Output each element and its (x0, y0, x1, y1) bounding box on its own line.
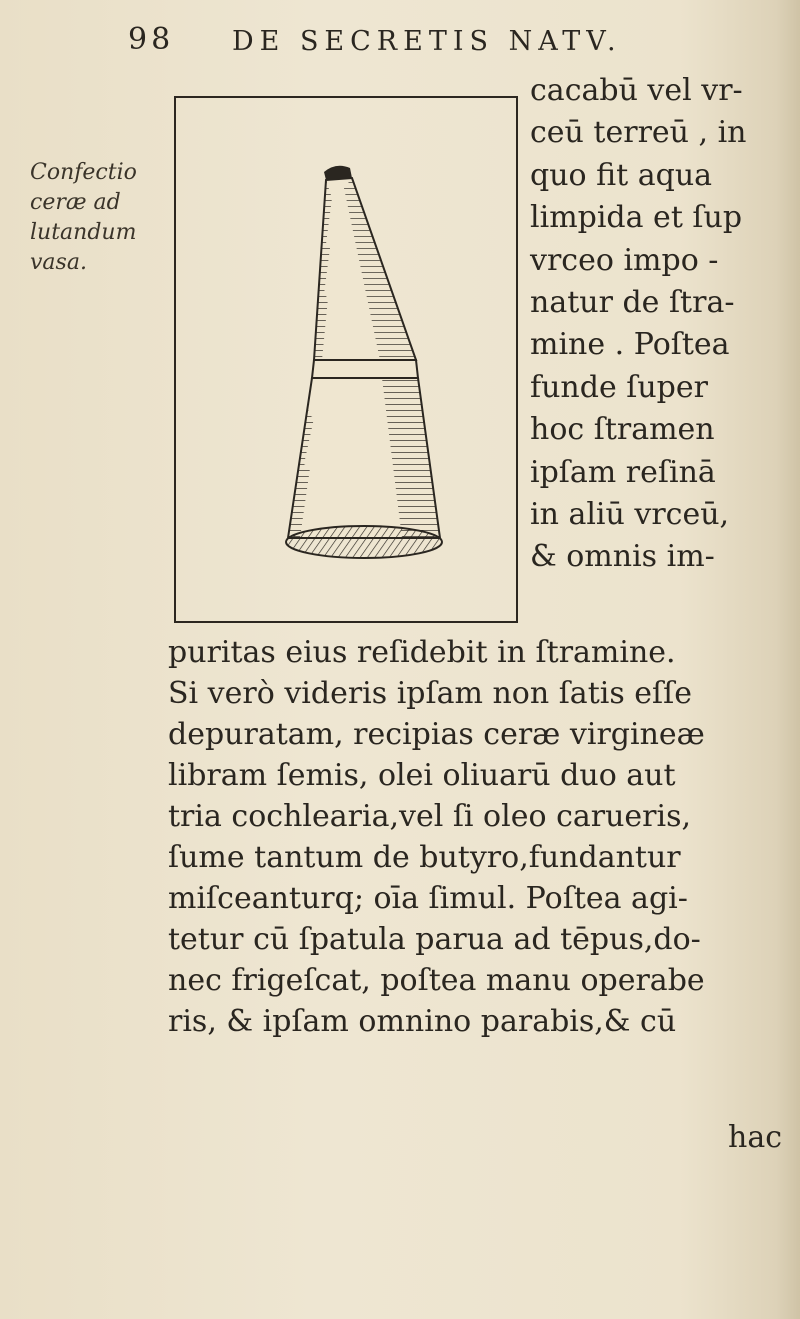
cone-base (286, 526, 442, 558)
marginal-line: vasa. (30, 250, 87, 275)
text-line: cacabū vel vr- (530, 73, 743, 108)
text-line: libram ſemis, olei oliuarū duo aut (168, 758, 676, 793)
text-line: depuratam, recipias ceræ virgineæ (168, 717, 705, 752)
text-line: nec frigeſcat, poſtea manu operabe (168, 963, 705, 998)
side-text-column (530, 70, 780, 579)
running-title: DE SECRETIS NATV. (232, 26, 622, 57)
text-line: & omnis im- (530, 539, 715, 575)
text-line: miſceanturq; oīa ſimul. Poſtea agi- (168, 881, 688, 916)
text-line: puritas eius reſidebit in ſtramine. (168, 635, 676, 670)
page-header (128, 22, 768, 68)
marginal-line: ceræ ad (30, 190, 121, 215)
text-line: mine . Poſtea (530, 327, 730, 363)
strainer-cone-illustration (176, 98, 516, 621)
text-line: limpida et ſup (530, 200, 743, 236)
text-line: vrceo impo - (530, 242, 719, 278)
text-line: ipſam reſinā (530, 454, 716, 490)
text-line: tria cochlearia,vel ſi oleo carueris, (168, 799, 692, 834)
text-line: Si verò videris ipſam non ſatis eſſe (168, 676, 692, 711)
text-line: funde ſuper (530, 369, 708, 405)
text-line: quo fit aqua (530, 157, 713, 193)
text-line: ceū terreū , in (530, 115, 747, 151)
text-line: hoc ſtramen (530, 412, 715, 448)
text-line: ris, & ipſam omnino parabis,& cū (168, 1004, 677, 1039)
marginal-line: Confectio (30, 160, 137, 185)
text-line: natur de ſtra- (530, 285, 735, 321)
catchword: hac (728, 1120, 783, 1155)
text-line: ſume tantum de butyro,fundantur (168, 840, 681, 875)
page-number: 98 (128, 22, 175, 57)
woodcut-figure (174, 96, 518, 623)
main-text-block (168, 632, 788, 1042)
text-line: in aliū vrceū, (530, 497, 730, 533)
text-line: tetur cū ſpatula parua ad tēpus,do- (168, 922, 701, 957)
marginal-line: lutandum (30, 220, 137, 245)
marginal-note (30, 158, 170, 278)
